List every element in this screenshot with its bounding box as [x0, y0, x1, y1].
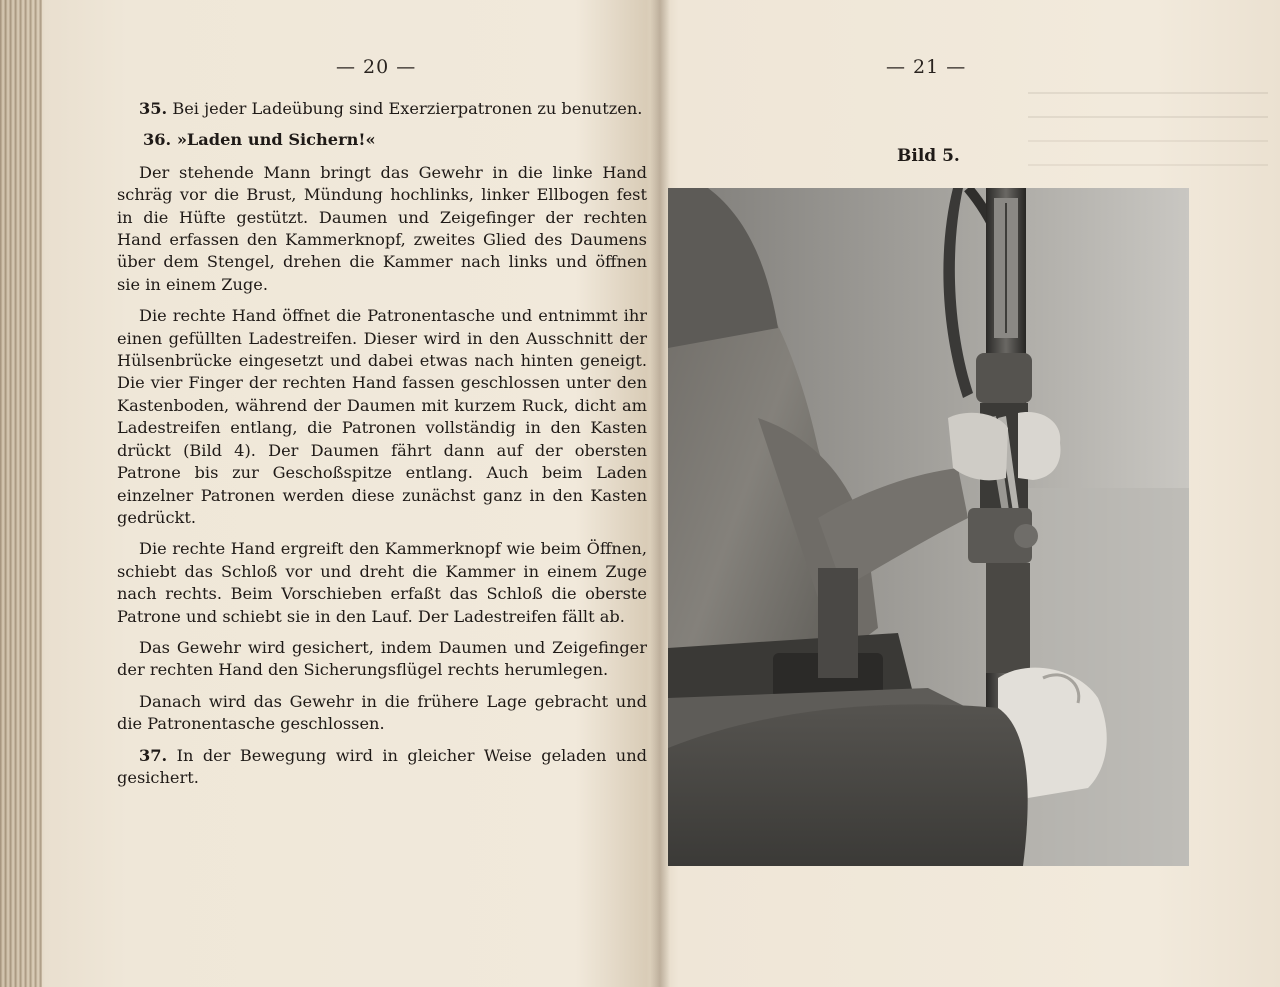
paragraph: Die rechte Hand ergreift den Kammerknopf wie beim Öffnen, schiebt das Schloß vor und dreht die Kammer in einem Zuge nach rechts. Beim Vorschieben erfaßt das Schloß die oberste Patrone und schiebt sie in den Lauf. Der Ladestreifen fällt ab.	[117, 539, 647, 626]
page-number-left: — 20 —	[336, 56, 417, 78]
rifle-loading-photo	[668, 188, 1189, 866]
figure-caption: Bild 5.	[897, 146, 960, 166]
paragraph-number: 37.	[139, 745, 168, 765]
paragraph: Der stehende Mann bringt das Gewehr in die linke Hand schräg vor die Brust, Mündung hochlinks, linker Ellbogen fest in die Hüfte gestützt. Daumen und Zeigefinger der rechten Hand erfassen den Kammerknopf, zweites Glied des Daumens über dem Stengel, drehen die Kammer nach links und öffnen sie in einem Zuge.	[117, 162, 647, 294]
paragraph-37	[117, 745, 647, 790]
photo-illustration	[668, 188, 1189, 866]
body-text	[117, 98, 647, 798]
paragraph: Die rechte Hand öffnet die Patronentasche und entnimmt ihr einen gefüllten Ladestreifen. Dieser wird in den Ausschnitt der Hülsenbrücke eingesetzt und dabei etwas nach hinten geneigt. Die vier Finger der rechten Hand fassen geschlossen unter den Kastenboden, während der Daumen mit kurzem Ruck, dicht am Ladestreifen entlang, die Patronen vollständig in den Kasten drückt (Bild 4). Der Daumen fährt dann auf der obersten Patrone bis zur Geschoßspitze entlang. Auch beim Laden einzelner Patronen werden diese zunächst ganz in den Kasten gedrückt.	[117, 306, 647, 527]
paragraph-text: Bei jeder Ladeübung sind Exerzierpatronen zu benutzen.	[172, 99, 643, 118]
book-gutter	[650, 0, 670, 987]
page-edges	[0, 0, 42, 987]
paragraph-text: In der Bewegung wird in gleicher Weise geladen und gesichert.	[117, 745, 647, 787]
section-heading: »Laden und Sichern!«	[176, 130, 376, 150]
left-page	[40, 0, 652, 987]
paragraph-number: 35.	[139, 99, 168, 118]
show-through-text	[1028, 92, 1268, 188]
paragraph: Danach wird das Gewehr in die frühere Lage gebracht und die Patronentasche geschlossen.	[117, 691, 647, 734]
paragraph: Das Gewehr wird gesichert, indem Daumen und Zeigefinger der rechten Hand den Sicherungsflügel rechts herumlegen.	[117, 637, 647, 680]
right-page	[668, 0, 1280, 987]
page-number-right: — 21 —	[886, 56, 967, 78]
paragraph-36-heading	[117, 129, 647, 151]
paragraph-number: 36.	[143, 130, 172, 150]
paragraph-35	[117, 98, 647, 120]
